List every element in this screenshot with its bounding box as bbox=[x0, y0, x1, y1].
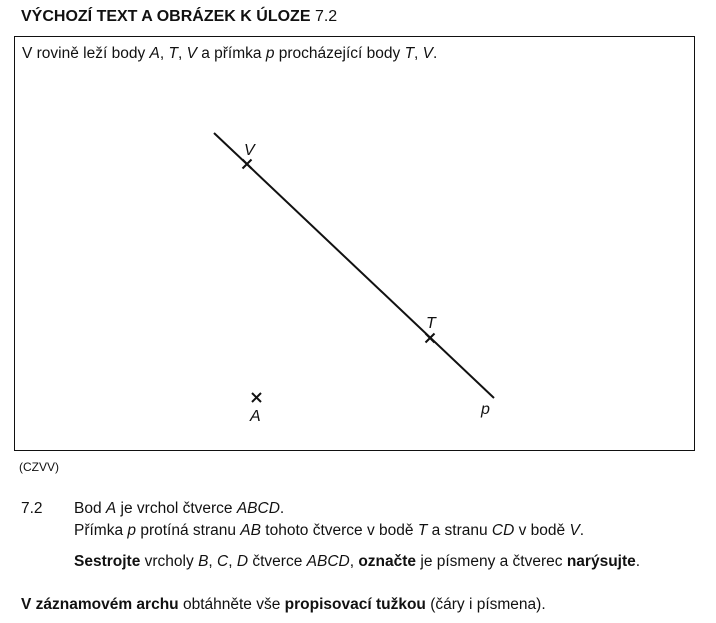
intro-line-p: p bbox=[265, 45, 275, 62]
line-p bbox=[214, 133, 494, 398]
task-text: Bod bbox=[74, 500, 106, 517]
label-v: V bbox=[244, 142, 255, 159]
task-line-p: p bbox=[127, 522, 137, 539]
task-point: C bbox=[217, 553, 229, 570]
intro-point-t: T bbox=[168, 45, 178, 62]
task-point: T bbox=[417, 522, 428, 539]
figure-frame bbox=[14, 36, 695, 451]
task-square: ABCD bbox=[306, 553, 350, 570]
task-text: , bbox=[349, 553, 359, 570]
task-text: a stranu bbox=[427, 522, 492, 539]
task-side-cd: CD bbox=[491, 522, 515, 539]
task-emphasis: narýsujte bbox=[566, 553, 636, 570]
point-v-mark bbox=[243, 160, 252, 169]
intro-point-v: V bbox=[422, 45, 434, 62]
task-text: tohoto čtverce v bodě bbox=[260, 522, 418, 539]
intro-point-v: V bbox=[186, 45, 197, 62]
exercise-heading bbox=[21, 7, 337, 27]
source-credit: (CZVV) bbox=[19, 460, 59, 474]
heading-title: VÝCHOZÍ TEXT A OBRÁZEK K ÚLOZE bbox=[21, 8, 311, 25]
answer-sheet-instruction bbox=[21, 594, 546, 616]
footer-text: obtáhněte vše bbox=[178, 596, 285, 613]
task-side-ab: AB bbox=[240, 522, 261, 539]
footer-emphasis: propisovací tužkou bbox=[284, 596, 426, 613]
heading-number: 7.2 bbox=[314, 8, 338, 25]
intro-point-t: T bbox=[404, 45, 415, 62]
task-emphasis: Sestrojte bbox=[74, 553, 141, 570]
task-number: 7.2 bbox=[21, 500, 43, 517]
point-a-mark bbox=[252, 393, 261, 402]
intro-part: . bbox=[433, 45, 438, 62]
task-text: , bbox=[208, 553, 218, 570]
task-point: B bbox=[198, 553, 209, 570]
task-point: A bbox=[105, 500, 117, 517]
task-text: v bodě bbox=[514, 522, 570, 539]
label-a: A bbox=[250, 408, 261, 425]
intro-part: , bbox=[159, 45, 169, 62]
intro-part: V rovině leží body bbox=[22, 45, 150, 62]
task-line-1 bbox=[74, 498, 284, 520]
label-t: T bbox=[426, 315, 436, 332]
task-text: . bbox=[279, 500, 285, 517]
geometry-figure bbox=[15, 37, 694, 450]
task-text: Přímka bbox=[74, 522, 128, 539]
task-line-2 bbox=[74, 520, 584, 542]
intro-part: procházející body bbox=[274, 45, 405, 62]
task-point: D bbox=[236, 553, 249, 570]
task-text: je vrchol čtverce bbox=[116, 500, 237, 517]
task-text: protíná stranu bbox=[136, 522, 241, 539]
point-t-mark bbox=[426, 334, 435, 343]
footer-text: (čáry i písmena). bbox=[425, 596, 546, 613]
task-line-3 bbox=[74, 551, 640, 573]
footer-emphasis: V záznamovém archu bbox=[21, 596, 179, 613]
intro-point-a: A bbox=[149, 45, 160, 62]
intro-part: , bbox=[414, 45, 423, 62]
label-p: p bbox=[481, 401, 490, 418]
task-text: vrcholy bbox=[140, 553, 199, 570]
task-text: . bbox=[579, 522, 585, 539]
task-emphasis: označte bbox=[358, 553, 417, 570]
task-square: ABCD bbox=[236, 500, 280, 517]
task-point: V bbox=[569, 522, 580, 539]
task-text: čtverce bbox=[248, 553, 307, 570]
task-text: , bbox=[228, 553, 237, 570]
intro-part: a přímka bbox=[196, 45, 266, 62]
task-text: je písmeny a čtverec bbox=[416, 553, 567, 570]
intro-part: , bbox=[177, 45, 187, 62]
task-text: . bbox=[635, 553, 641, 570]
